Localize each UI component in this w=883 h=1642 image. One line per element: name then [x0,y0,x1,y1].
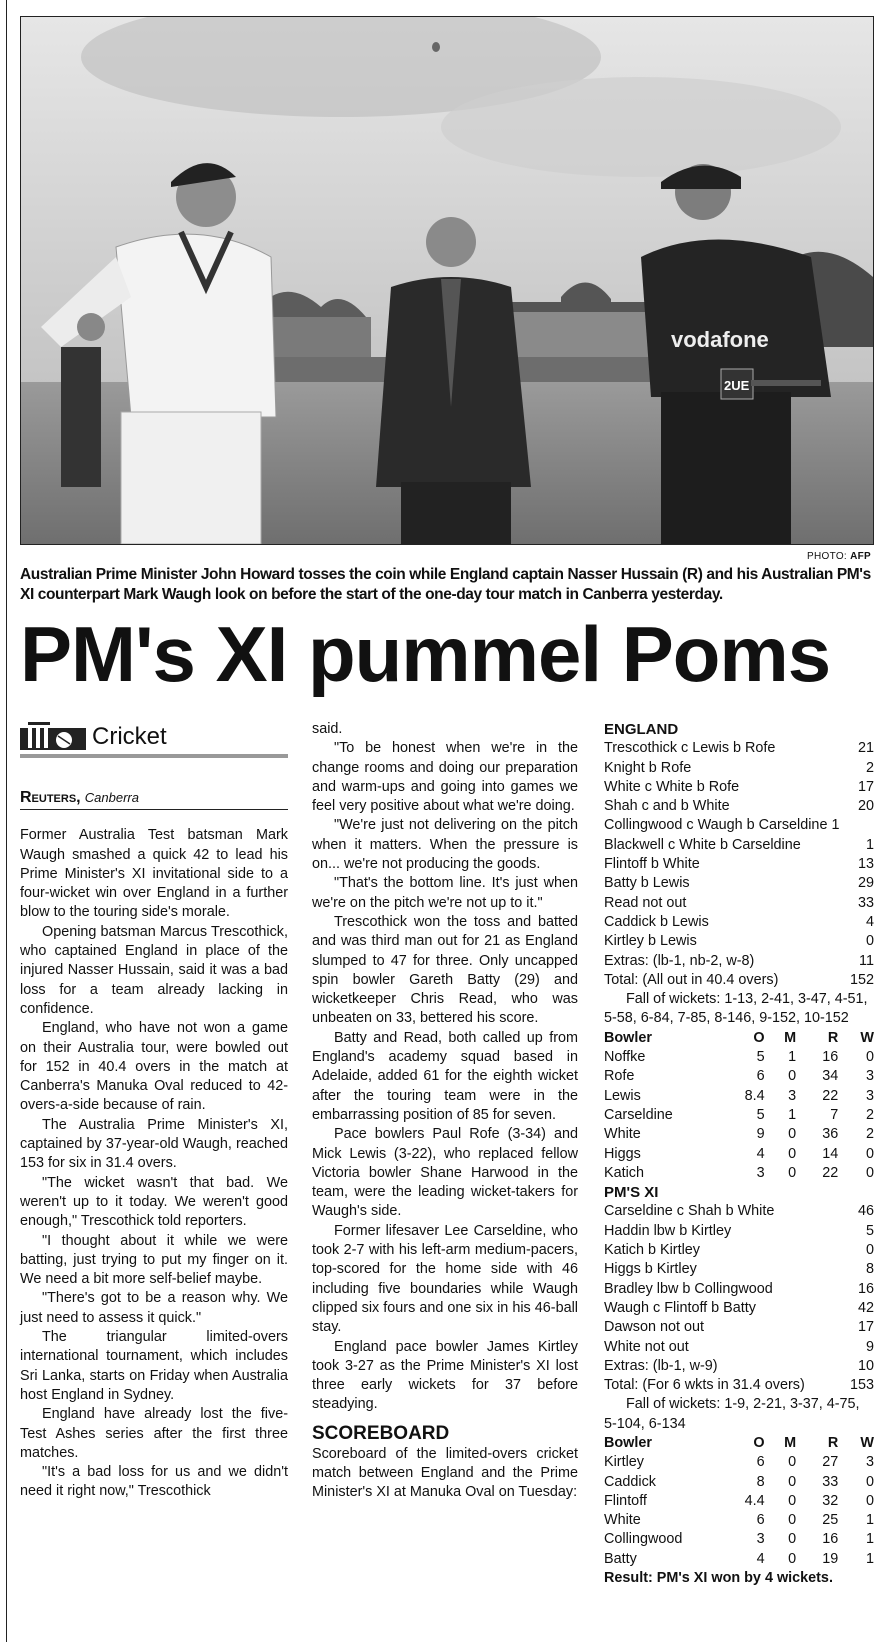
batting-row [604,797,874,816]
batting-row [604,759,874,778]
bowler-name: Collingwood [604,1531,683,1548]
paragraph: Former lifesaver Lee Carseldine, who took 2-7 with his left-arm medium-pacers, top-scored for the home side with 46 including five boundaries while Waugh clipped six fours and one six in his 46-ball stay. [312,1222,578,1336]
batsman-entry: Knight b Rofe [604,759,692,776]
bowling-row [604,1530,874,1549]
news-photo [20,16,874,545]
cricket-logo-icon [20,722,86,752]
bowler-name: Batty [604,1550,637,1567]
england-bowling-table [604,1029,874,1183]
runs-value: 33 [857,894,874,911]
article-column-2 [312,720,578,1503]
byline [20,788,288,810]
bowling-figure: 0 [788,1512,797,1529]
bowling-figure: 8.4 [744,1087,765,1104]
runs-value: 153 [849,1377,874,1394]
runs-value: 46 [857,1203,874,1220]
section-badge [20,720,288,758]
batsman-entry: Extras: (lb-1, w-9) [604,1357,718,1374]
batsman-entry: Haddin lbw b Kirtley [604,1222,732,1239]
bowling-row [604,1106,874,1125]
batsman-entry: Kirtley b Lewis [604,933,697,950]
bowling-figure: 1 [788,1106,797,1123]
batsman-entry: Blackwell c White b Carseldine [604,836,801,853]
batting-row [604,1202,874,1221]
bowling-figure: 25 [822,1512,839,1529]
runs-value: 17 [857,1319,874,1336]
pmsxi-batting [604,1202,874,1395]
runs-value: 152 [849,971,874,988]
bowling-figure: 22 [822,1164,839,1181]
bowling-row [604,1048,874,1067]
batsman-entry: Caddick b Lewis [604,913,709,930]
bowling-header-cell: O [753,1029,765,1046]
batsman-entry: Waugh c Flintoff b Batty [604,1299,756,1316]
batting-row [604,1241,874,1260]
scoreboard-heading: SCOREBOARD [312,1422,450,1444]
bowling-figure: 3 [865,1454,874,1471]
runs-value: 11 [859,952,874,969]
bowling-figure: 36 [822,1126,839,1143]
byline-place: Canberra [84,790,139,805]
scoreboard-intro: Scoreboard of the limited-overs cricket match between England and the Prime Minister's XI at Manuka Oval on Tuesday: [312,1445,578,1501]
paragraph: Opening batsman Marcus Trescothick, who captained England in place of the injured Nasser Hussain, said it was a bad loss for a team already lacking in confidence. [20,923,288,1017]
batting-row [604,894,874,913]
bowler-name: Kirtley [604,1454,644,1471]
runs-value: 20 [857,798,874,815]
runs-value: 0 [865,1242,874,1259]
bowling-row [604,1125,874,1144]
bowling-figure: 2 [865,1106,874,1123]
runs-value: 42 [857,1299,874,1316]
batting-row [604,1260,874,1279]
batting-row [604,913,874,932]
bowling-row [604,1145,874,1164]
batsman-entry: Dawson not out [604,1319,704,1336]
batsman-entry: Total: (All out in 40.4 overs) [604,971,779,988]
runs-value: 17 [857,778,874,795]
paragraph: Batty and Read, both called up from England's academy squad based in Adelaide, added 61 for the eighth wicket after the touring team were in the embarrassing position of 85 for seven. [312,1029,578,1123]
bowling-row [604,1067,874,1086]
bowling-figure: 4 [756,1550,765,1567]
batsman-entry: Flintoff b White [604,856,700,873]
england-batting [604,739,874,816]
team-heading-pmsxi: PM'S XI [604,1184,659,1202]
bowling-figure: 4.4 [744,1492,765,1509]
bowling-header-cell: Bowler [604,1434,652,1451]
bowling-figure: 0 [788,1473,797,1490]
bowling-header-cell: M [784,1029,797,1046]
pmsxi-bowling-table [604,1434,874,1569]
england-batting-continued [604,836,874,990]
bowler-name: Flintoff [604,1492,647,1509]
batting-row [604,739,874,758]
bowling-figure: 2 [865,1126,874,1143]
bowling-figure: 4 [756,1145,765,1162]
bowler-name: Carseldine [604,1106,673,1123]
bowler-name: Katich [604,1164,644,1181]
bowler-name: Rofe [604,1068,635,1085]
batting-row [604,971,874,990]
bowler-name: White [604,1512,641,1529]
batting-row [604,1376,874,1395]
runs-value: 4 [865,913,874,930]
batting-row [604,1222,874,1241]
batting-row [604,778,874,797]
bowling-header-row [604,1434,874,1453]
bowling-figure: 32 [822,1492,839,1509]
section-label: Cricket [92,723,167,751]
batting-row [604,1280,874,1299]
bowler-name: White [604,1126,641,1143]
batsman-entry: Trescothick c Lewis b Rofe [604,740,776,757]
batsman-entry: Higgs b Kirtley [604,1261,697,1278]
bowling-figure: 0 [788,1164,797,1181]
batting-row [604,1318,874,1337]
bowling-row [604,1492,874,1511]
photo-caption: Australian Prime Minister John Howard tosses the coin while England captain Nasser Hussain (R) and his Australian PM's XI counterpart Mark Waugh look on before the start of the one-day tour match in Canberra yesterday. [20,566,871,603]
bowling-row [604,1550,874,1569]
batsman-entry: White c White b Rofe [604,778,740,795]
bowling-figure: 16 [822,1049,839,1066]
paragraph: "It's a bad loss for us and we didn't need it right now," Trescothick [20,1464,288,1500]
runs-value: 29 [857,875,874,892]
bowling-figure: 5 [756,1049,765,1066]
runs-value: 2 [865,759,874,776]
scorecard [604,720,874,1588]
paragraph: Trescothick won the toss and batted and was third man out for 21 as England slumped to 47 for three. Only uncapped spin bowler Gareth Batty (29) and wicketkeeper Chris Read, who was unbeaten on 33, bettered his score. [312,913,578,1027]
bowling-figure: 1 [865,1512,874,1529]
runs-value: 13 [857,856,874,873]
batting-row [604,836,874,855]
bowling-header-cell: M [784,1434,797,1451]
article-column-1 [20,720,288,1502]
bowling-figure: 0 [788,1126,797,1143]
bowling-figure: 3 [756,1531,765,1548]
bowling-header-cell: Bowler [604,1029,652,1046]
batting-row [604,952,874,971]
batting-row [604,1338,874,1357]
batsman-entry: Katich b Kirtley [604,1242,700,1259]
paragraph: England pace bowler James Kirtley took 3-27 as the Prime Minister's XI lost three early wickets for 37 before steadying. [312,1338,578,1413]
batsman-entry: Read not out [604,894,687,911]
bowling-figure: 6 [756,1454,765,1471]
bowling-figure: 0 [865,1492,874,1509]
batsman-entry: Shah c and b White [604,798,730,815]
match-result: Result: PM's XI won by 4 wickets. [604,1570,833,1587]
bowling-row [604,1087,874,1106]
bowling-row [604,1511,874,1530]
paragraph: "There's got to be a reason why. We just need to assess it quick." [20,1290,288,1326]
batting-row: Collingwood c Waugh b Carseldine 1 [604,817,840,834]
bowling-figure: 0 [788,1531,797,1548]
column-rule [6,0,7,1642]
bowling-figure: 14 [822,1145,839,1162]
paragraph: The Australia Prime Minister's XI, captained by 37-year-old Waugh, reached 153 for six in 31.4 overs. [20,1116,288,1172]
batting-row [604,1299,874,1318]
bowling-figure: 16 [822,1531,839,1548]
team-heading-england: ENGLAND [604,721,679,738]
bowler-name: Noffke [604,1049,646,1066]
bowling-figure: 0 [865,1164,874,1181]
paragraph: said. [312,721,343,737]
bowling-header-row [604,1029,874,1048]
batting-row [604,855,874,874]
bowling-figure: 0 [788,1454,797,1471]
paragraph: The triangular limited-overs international tournament, which includes Sri Lanka, starts on Friday when Australia host England in Sydney. [20,1329,288,1403]
bowling-figure: 3 [865,1087,874,1104]
bowling-row [604,1164,874,1183]
runs-value: 1 [865,836,874,853]
runs-value: 10 [857,1357,874,1374]
bowling-figure: 34 [822,1068,839,1085]
photo-credit-agency: AFP [850,551,871,562]
bowling-figure: 0 [788,1145,797,1162]
bowling-figure: 0 [788,1068,797,1085]
bowling-figure: 1 [788,1049,797,1066]
batsman-entry: Batty b Lewis [604,875,690,892]
paragraph: "We're just not delivering on the pitch when it matters. When the pressure is on... we're not producing the goods. [312,817,578,873]
bowling-figure: 33 [822,1473,839,1490]
bowling-header-cell: R [827,1434,839,1451]
bowling-figure: 0 [865,1049,874,1066]
batting-row [604,932,874,951]
bowling-figure: 1 [865,1550,874,1567]
bowling-figure: 3 [788,1087,797,1104]
bowling-figure: 1 [865,1531,874,1548]
paragraph: "To be honest when we're in the change rooms and doing our preparation and warm-ups and going into games we feel very positive about what we're doing. [312,740,578,815]
bowling-figure: 7 [830,1106,839,1123]
batsman-entry: Bradley lbw b Collingwood [604,1280,773,1297]
shirt-sponsor-text: vodafone [671,327,769,352]
bowling-header-cell: R [827,1029,839,1046]
photo-credit [807,551,871,562]
bowling-figure: 6 [756,1068,765,1085]
paragraph: "That's the bottom line. It's just when we're on the pitch we're not up to it." [312,875,578,911]
batsman-entry: White not out [604,1338,689,1355]
bowling-figure: 3 [865,1068,874,1085]
bowling-figure: 0 [865,1145,874,1162]
fall-of-wickets-pmsxi: Fall of wickets: 1-9, 2-21, 3-37, 4-75, 5-104, 6-134 [604,1396,860,1432]
photo-credit-prefix: PHOTO: [807,551,847,562]
bowling-figure: 5 [756,1106,765,1123]
runs-value: 5 [865,1222,874,1239]
paragraph: England have already lost the five-Test Ashes series after the first three matches. [20,1406,288,1461]
bowling-figure: 9 [756,1126,765,1143]
bowling-figure: 22 [822,1087,839,1104]
bowling-row [604,1473,874,1492]
runs-value: 16 [857,1280,874,1297]
headline: PM's XI pummel Poms [20,610,831,698]
bowler-name: Higgs [604,1145,641,1162]
paragraph: "I thought about it while we were batting, just trying to put my finger on it. We need a bit more self-belief maybe. [20,1232,288,1288]
bowling-figure: 6 [756,1512,765,1529]
paragraph: Pace bowlers Paul Rofe (3-34) and Mick Lewis (3-22), who replaced fellow Victoria bowler Shane Harwood in the team, were the leading wicket-takers for Waugh's side. [312,1126,578,1220]
batsman-entry: Total: (For 6 wkts in 31.4 overs) [604,1377,805,1394]
bowling-figure: 27 [822,1454,839,1471]
batting-row [604,874,874,893]
fall-of-wickets-england: Fall of wickets: 1-13, 2-41, 3-47, 4-51, 5-58, 6-84, 7-85, 8-146, 9-152, 10-152 [604,991,868,1027]
bowling-figure: 0 [788,1492,797,1509]
bowler-name: Caddick [604,1473,656,1490]
bowler-name: Lewis [604,1087,641,1104]
paragraph: Former Australia Test batsman Mark Waugh smashed a quick 42 to lead his Prime Minister's XI invitational side to a four-wicket win over England in a further blow to the touring side's morale. [20,827,288,921]
byline-agency: Reuters, [20,789,81,806]
bowling-figure: 3 [756,1164,765,1181]
bowling-header-cell: O [753,1434,765,1451]
batsman-entry: Extras: (lb-1, nb-2, w-8) [604,952,755,969]
runs-value: 21 [857,740,874,757]
microphone-label-text: 2UE [724,378,750,393]
bowling-figure: 0 [788,1550,797,1567]
bowling-figure: 8 [756,1473,765,1490]
bowling-header-cell: W [860,1029,874,1046]
bowling-row [604,1453,874,1472]
bowling-header-cell: W [860,1434,874,1451]
paragraph: England, who have not won a game on their Australia tour, were bowled out for 152 in 40.4 overs in the match at Canberra's Manuka Oval reduced to 42-overs-a-side because of rain. [20,1020,288,1114]
runs-value: 8 [865,1261,874,1278]
runs-value: 0 [865,933,874,950]
bowling-figure: 0 [865,1473,874,1490]
paragraph: "The wicket wasn't that bad. We weren't up to it today. We weren't good enough," Trescothick told reporters. [20,1174,288,1230]
bowling-figure: 19 [822,1550,839,1567]
batsman-entry: Carseldine c Shah b White [604,1203,775,1220]
runs-value: 9 [865,1338,874,1355]
batting-row [604,1357,874,1376]
